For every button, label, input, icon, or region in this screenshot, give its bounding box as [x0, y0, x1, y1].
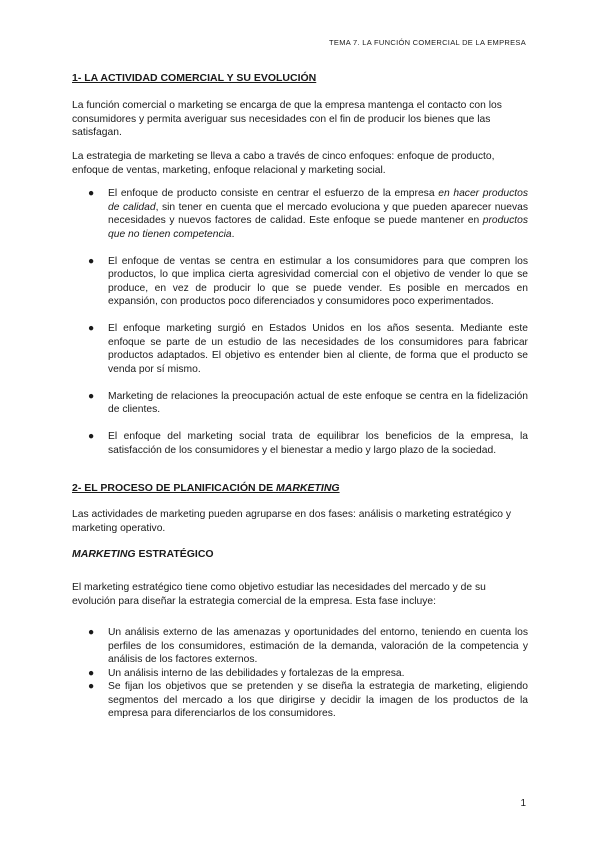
section-2-paragraph-2: El marketing estratégico tiene como objetivo estudiar las necesidades del mercado y de su evolución para diseñar la estrategia comercial de la empresa. Esta fase incluye: — [72, 582, 486, 607]
list-item: ● Un análisis externo de las amenazas y oportunidades del entorno, teniendo en cuenta los perfiles de los consumidores, estimación de la demanda, valoración de la competencia y análisis de los factores externos. — [88, 627, 528, 665]
section-1-paragraph-1: La función comercial o marketing se encarga de que la empresa mantenga el contacto con los consumidores y permita averiguar sus necesidades con el fin de producir los bienes que las satisfagan. — [72, 100, 502, 138]
list-item: ● El enfoque del marketing social trata de equilibrar los beneficios de la empresa, la satisfacción de los consumidores y el bienestar a medio y largo plazo de la sociedad. — [88, 431, 528, 456]
approaches-list — [72, 187, 528, 471]
subsection-heading: MARKETING ESTRATÉGICO — [72, 548, 214, 560]
bullet-icon: ● — [88, 390, 95, 402]
section-2-heading: 2- EL PROCESO DE PLANIFICACIÓN DE MARKETING — [72, 482, 340, 494]
bullet-icon: ● — [88, 323, 95, 334]
section-2-paragraph-1: Las actividades de marketing pueden agruparse en dos fases: análisis o marketing estratégico y marketing operativo. — [72, 509, 512, 534]
bullet-icon: ● — [88, 188, 95, 199]
bullet-icon: ● — [88, 431, 95, 442]
list-item: ● Un análisis interno de las debilidades y fortalezas de la empresa. — [88, 667, 405, 679]
page-number: 1 — [520, 798, 526, 809]
list-item: ● El enfoque de ventas se centra en estimular a los consumidores para que compren los productos, lo que implica cierta agresividad comercial con el objetivo de vender lo que se produce, en vez de producir lo que se puede vender. Es posible en mercados en expansión, con productos poco diferenciados y consumidores poco experimentados. — [88, 255, 528, 307]
strategic-marketing-list — [72, 626, 528, 721]
list-item: ● El enfoque de producto consiste en centrar el esfuerzo de la empresa en hacer productos de calidad, sin tener en cuenta que el mercado evoluciona y que pueden aparecer nuevas necesidades y nuevos factores de calidad. Este enfoque se puede mantener en productos que no tienen competencia. — [88, 188, 529, 240]
list-item: ● Marketing de relaciones la preocupación actual de este enfoque se centra en la fidelización de clientes. — [88, 390, 528, 415]
bullet-icon: ● — [88, 627, 95, 638]
section-1-heading: 1- LA ACTIVIDAD COMERCIAL Y SU EVOLUCIÓN — [72, 72, 317, 84]
bullet-icon: ● — [88, 255, 95, 267]
list-item: ● El enfoque marketing surgió en Estados Unidos en los años sesenta. Mediante este enfoque se parte de un estudio de las necesidades de los consumidores para fabricar productos adaptados. El objetivo es entender bien al cliente, de forma que el producto se venda por sí mismo. — [88, 323, 528, 375]
section-1-paragraph-2: La estrategia de marketing se lleva a cabo a través de cinco enfoques: enfoque de producto, enfoque de ventas, marketing, enfoque relacional y marketing social. — [72, 151, 495, 176]
bullet-icon: ● — [88, 681, 95, 692]
bullet-icon: ● — [88, 667, 95, 679]
running-header: TEMA 7. LA FUNCIÓN COMERCIAL DE LA EMPRESA — [329, 38, 526, 47]
list-item: ● Se fijan los objetivos que se pretenden y se diseña la estrategia de marketing, eligiendo segmentos del mercado a los que dirigirse y decidir la imagen de los productos de la empresa para diferenciarlos de los consumidores. — [88, 681, 528, 719]
